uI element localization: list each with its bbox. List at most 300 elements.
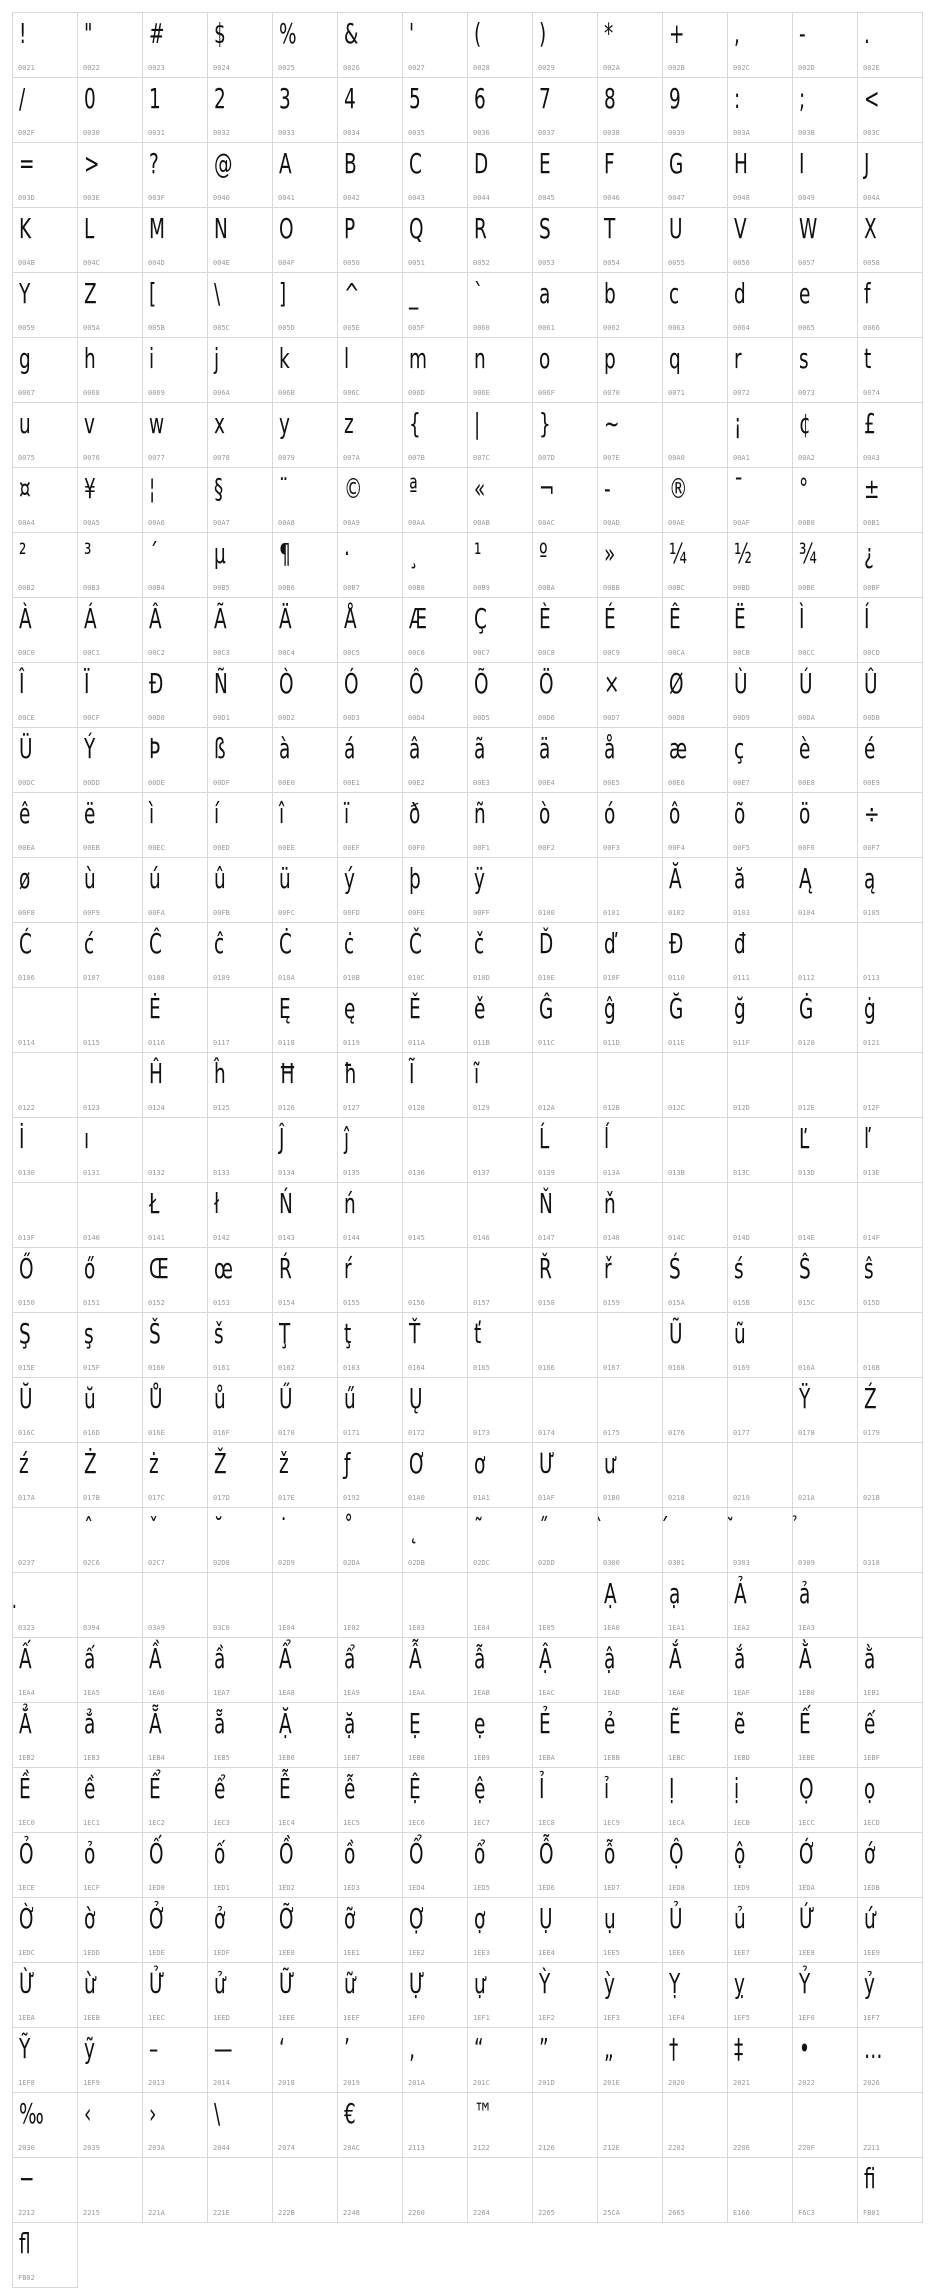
glyph-cell xyxy=(663,1638,728,1703)
glyph-character: Ě xyxy=(409,992,421,1025)
glyph-character: ĩ xyxy=(474,1057,480,1090)
glyph-codepoint: 013B xyxy=(668,1169,685,1177)
glyph-codepoint: 0167 xyxy=(603,1364,620,1372)
glyph-codepoint: 006B xyxy=(278,389,295,397)
glyph-codepoint: 0175 xyxy=(603,1429,620,1437)
glyph-character: × xyxy=(604,667,620,700)
glyph-codepoint: 016B xyxy=(863,1364,880,1372)
glyph-character: ử xyxy=(214,1967,226,2000)
glyph-codepoint: 00EC xyxy=(148,844,165,852)
glyph-character: [ xyxy=(149,277,157,310)
glyph-codepoint: E166 xyxy=(733,2209,750,2217)
glyph-character: Ç xyxy=(474,602,487,635)
glyph-codepoint: 1EDE xyxy=(148,1949,165,1957)
glyph-codepoint: 00AA xyxy=(408,519,425,527)
glyph-cell xyxy=(78,988,143,1053)
glyph-cell xyxy=(403,1508,468,1573)
glyph-cell xyxy=(208,1378,273,1443)
glyph-codepoint: 0176 xyxy=(668,1429,685,1437)
glyph-character: ũ xyxy=(734,1317,746,1350)
glyph-codepoint: 1EC9 xyxy=(603,1819,620,1827)
glyph-character: Ữ xyxy=(279,1967,295,2000)
glyph-character: ¥ xyxy=(84,472,96,505)
glyph-codepoint: 00F7 xyxy=(863,844,880,852)
glyph-cell xyxy=(143,1703,208,1768)
glyph-character: ą xyxy=(864,862,876,895)
glyph-cell xyxy=(728,1378,793,1443)
glyph-codepoint: 1EBA xyxy=(538,1754,555,1762)
glyph-cell xyxy=(273,1833,338,1898)
glyph-character: • xyxy=(799,2032,810,2065)
glyph-character: ố xyxy=(214,1837,226,1870)
glyph-character: ġ xyxy=(864,992,876,1025)
glyph-codepoint: 0148 xyxy=(603,1234,620,1242)
glyph-character: ø xyxy=(19,862,31,895)
glyph-cell xyxy=(143,533,208,598)
glyph-cell xyxy=(13,13,78,78)
glyph-character: ắ xyxy=(734,1642,746,1675)
glyph-cell xyxy=(793,2158,858,2223)
glyph-codepoint: 0166 xyxy=(538,1364,555,1372)
glyph-character: ő xyxy=(84,1252,96,1285)
glyph-character: Ġ xyxy=(799,992,814,1025)
glyph-codepoint: 007B xyxy=(408,454,425,462)
glyph-cell xyxy=(598,858,663,923)
glyph-character: ÷ xyxy=(864,797,880,830)
glyph-cell xyxy=(793,1703,858,1768)
glyph-cell xyxy=(533,208,598,273)
glyph-codepoint: 00BA xyxy=(538,584,555,592)
glyph-codepoint: 00BC xyxy=(668,584,685,592)
glyph-character: Ų xyxy=(409,1382,423,1415)
glyph-cell xyxy=(793,1573,858,1638)
glyph-codepoint: 1EA3 xyxy=(798,1624,815,1632)
glyph-cell xyxy=(338,1833,403,1898)
glyph-character: ò xyxy=(539,797,551,830)
glyph-character: H xyxy=(734,147,748,180)
glyph-cell xyxy=(403,1183,468,1248)
glyph-codepoint: 02D8 xyxy=(213,1559,230,1567)
glyph-cell xyxy=(403,1378,468,1443)
glyph-cell xyxy=(273,1638,338,1703)
glyph-codepoint: 0142 xyxy=(213,1234,230,1242)
glyph-codepoint: 00BD xyxy=(733,584,750,592)
glyph-cell xyxy=(208,1183,273,1248)
glyph-cell xyxy=(468,1053,533,1118)
glyph-cell xyxy=(143,78,208,143)
glyph-cell xyxy=(793,1378,858,1443)
glyph-character: È xyxy=(539,602,551,635)
glyph-character: e xyxy=(799,277,811,310)
glyph-cell xyxy=(468,1768,533,1833)
glyph-cell xyxy=(793,1898,858,1963)
glyph-character: i xyxy=(149,342,155,375)
glyph-character: î xyxy=(279,797,285,830)
glyph-cell xyxy=(78,1183,143,1248)
glyph-character: B xyxy=(344,147,357,180)
glyph-character: k xyxy=(279,342,290,375)
glyph-cell xyxy=(338,988,403,1053)
glyph-codepoint: 0131 xyxy=(83,1169,100,1177)
glyph-codepoint: 0144 xyxy=(343,1234,360,1242)
glyph-codepoint: 003F xyxy=(148,194,165,202)
glyph-cell xyxy=(13,403,78,468)
glyph-cell xyxy=(403,728,468,793)
glyph-character: Ấ xyxy=(19,1642,32,1675)
glyph-cell xyxy=(208,2028,273,2093)
glyph-cell xyxy=(468,273,533,338)
glyph-cell xyxy=(728,1443,793,1508)
glyph-cell xyxy=(728,273,793,338)
glyph-cell xyxy=(728,1313,793,1378)
glyph-cell xyxy=(468,1703,533,1768)
glyph-cell xyxy=(598,1378,663,1443)
glyph-cell xyxy=(468,468,533,533)
glyph-cell xyxy=(78,208,143,273)
glyph-codepoint: 0070 xyxy=(603,389,620,397)
glyph-character: Œ xyxy=(149,1252,169,1285)
glyph-cell xyxy=(338,793,403,858)
glyph-codepoint: 1EAA xyxy=(408,1689,425,1697)
glyph-codepoint: 0140 xyxy=(83,1234,100,1242)
glyph-codepoint: 0075 xyxy=(18,454,35,462)
glyph-cell xyxy=(793,2028,858,2093)
glyph-codepoint: 004D xyxy=(148,259,165,267)
glyph-character: Ś xyxy=(669,1252,681,1285)
glyph-cell xyxy=(468,2093,533,2158)
glyph-cell xyxy=(793,1963,858,2028)
glyph-cell xyxy=(533,403,598,468)
glyph-codepoint: 220F xyxy=(798,2144,815,2152)
glyph-cell xyxy=(13,1378,78,1443)
glyph-cell xyxy=(143,1963,208,2028)
glyph-character: ć xyxy=(84,927,95,960)
glyph-codepoint: 00F4 xyxy=(668,844,685,852)
glyph-codepoint: 014D xyxy=(733,1234,750,1242)
glyph-codepoint: 01A1 xyxy=(473,1494,490,1502)
glyph-codepoint: 015A xyxy=(668,1299,685,1307)
glyph-codepoint: 002F xyxy=(18,129,35,137)
glyph-cell xyxy=(13,78,78,143)
glyph-character: Ổ xyxy=(409,1837,424,1870)
glyph-character: l xyxy=(344,342,350,375)
glyph-character: â xyxy=(409,732,421,765)
glyph-codepoint: 0139 xyxy=(538,1169,555,1177)
glyph-cell xyxy=(858,1053,923,1118)
glyph-character: Ặ xyxy=(279,1707,292,1740)
glyph-codepoint: 006D xyxy=(408,389,425,397)
glyph-codepoint: 1ED2 xyxy=(278,1884,295,1892)
glyph-character: $ xyxy=(214,17,226,50)
glyph-character: ồ xyxy=(344,1837,356,1870)
glyph-cell xyxy=(728,858,793,923)
glyph-character: « xyxy=(474,472,486,505)
glyph-codepoint: 0158 xyxy=(538,1299,555,1307)
glyph-character: ª xyxy=(409,472,418,505)
glyph-codepoint: 0118 xyxy=(278,1039,295,1047)
glyph-cell xyxy=(338,598,403,663)
glyph-codepoint: 0123 xyxy=(83,1104,100,1112)
glyph-cell xyxy=(858,78,923,143)
glyph-codepoint: 0124 xyxy=(148,1104,165,1112)
glyph-cell xyxy=(338,2158,403,2223)
glyph-codepoint: 0117 xyxy=(213,1039,230,1047)
glyph-cell xyxy=(598,13,663,78)
glyph-cell xyxy=(273,598,338,663)
glyph-cell xyxy=(13,1638,78,1703)
glyph-codepoint: 1EB8 xyxy=(408,1754,425,1762)
glyph-cell xyxy=(793,78,858,143)
glyph-codepoint: 0055 xyxy=(668,259,685,267)
glyph-codepoint: 1EF7 xyxy=(863,2014,880,2022)
glyph-cell xyxy=(663,2028,728,2093)
glyph-cell xyxy=(273,468,338,533)
glyph-cell xyxy=(338,1768,403,1833)
glyph-cell xyxy=(78,1638,143,1703)
glyph-character: Ầ xyxy=(149,1642,162,1675)
glyph-character: 4 xyxy=(344,82,356,115)
glyph-cell xyxy=(208,468,273,533)
glyph-codepoint: 00D1 xyxy=(213,714,230,722)
glyph-cell xyxy=(13,1183,78,1248)
glyph-cell xyxy=(728,1898,793,1963)
glyph-cell xyxy=(468,1118,533,1183)
glyph-codepoint: 00CB xyxy=(733,649,750,657)
glyph-codepoint: 0044 xyxy=(473,194,490,202)
glyph-character: P xyxy=(344,212,356,245)
glyph-character: ú xyxy=(149,862,161,895)
glyph-codepoint: 1EBB xyxy=(603,1754,620,1762)
glyph-cell xyxy=(663,1183,728,1248)
glyph-character: Ğ xyxy=(669,992,684,1025)
glyph-cell xyxy=(728,1703,793,1768)
glyph-codepoint: 2022 xyxy=(798,2079,815,2087)
glyph-codepoint: 0068 xyxy=(83,389,100,397)
glyph-codepoint: 017B xyxy=(83,1494,100,1502)
glyph-codepoint: FB01 xyxy=(863,2209,880,2217)
glyph-cell xyxy=(663,143,728,208)
glyph-cell xyxy=(273,1118,338,1183)
glyph-codepoint: 1E03 xyxy=(408,1624,425,1632)
glyph-character: Ï xyxy=(84,667,90,700)
glyph-codepoint: 0106 xyxy=(18,974,35,982)
glyph-cell xyxy=(273,1898,338,1963)
glyph-codepoint: 0021 xyxy=(18,64,35,72)
glyph-codepoint: 012A xyxy=(538,1104,555,1112)
glyph-codepoint: 2248 xyxy=(343,2209,360,2217)
glyph-character: Í xyxy=(864,602,870,635)
glyph-cell xyxy=(403,1248,468,1313)
glyph-character: 9 xyxy=(669,82,681,115)
glyph-cell xyxy=(403,533,468,598)
glyph-codepoint: 007E xyxy=(603,454,620,462)
glyph-codepoint: 0141 xyxy=(148,1234,165,1242)
glyph-codepoint: 201C xyxy=(473,2079,490,2087)
glyph-character: Ộ xyxy=(669,1837,684,1870)
glyph-cell xyxy=(533,338,598,403)
glyph-codepoint: 00DC xyxy=(18,779,35,787)
glyph-cell xyxy=(338,1118,403,1183)
glyph-codepoint: 00DA xyxy=(798,714,815,722)
glyph-codepoint: 0129 xyxy=(473,1104,490,1112)
glyph-cell xyxy=(858,858,923,923)
glyph-codepoint: 00DD xyxy=(83,779,100,787)
glyph-cell xyxy=(143,1768,208,1833)
glyph-cell xyxy=(728,78,793,143)
glyph-character: ˚ xyxy=(344,1512,354,1545)
glyph-codepoint: 1EDA xyxy=(798,1884,815,1892)
glyph-codepoint: 02DA xyxy=(343,1559,360,1567)
glyph-codepoint: 00CD xyxy=(863,649,880,657)
glyph-codepoint: 1EC5 xyxy=(343,1819,360,1827)
glyph-codepoint: 1EEB xyxy=(83,2014,100,2022)
glyph-cell xyxy=(208,1833,273,1898)
glyph-codepoint: 1EB9 xyxy=(473,1754,490,1762)
glyph-cell xyxy=(338,1443,403,1508)
glyph-character: í xyxy=(214,797,220,830)
glyph-codepoint: 0119 xyxy=(343,1039,360,1047)
glyph-cell xyxy=(273,1768,338,1833)
glyph-cell xyxy=(728,403,793,468)
glyph-codepoint: 0033 xyxy=(278,129,295,137)
glyph-cell xyxy=(468,1378,533,1443)
glyph-cell xyxy=(663,1963,728,2028)
glyph-cell xyxy=(858,1378,923,1443)
glyph-character: Æ xyxy=(409,602,428,635)
glyph-character: Ă xyxy=(669,862,682,895)
glyph-cell xyxy=(663,468,728,533)
glyph-cell xyxy=(403,923,468,988)
glyph-character: Ỡ xyxy=(279,1902,296,1935)
glyph-cell xyxy=(403,1963,468,2028)
glyph-codepoint: 1ECE xyxy=(18,1884,35,1892)
glyph-character: K xyxy=(19,212,32,245)
glyph-codepoint: 2039 xyxy=(83,2144,100,2152)
glyph-cell xyxy=(143,208,208,273)
glyph-cell xyxy=(793,1118,858,1183)
glyph-cell xyxy=(13,923,78,988)
glyph-cell xyxy=(663,1443,728,1508)
glyph-codepoint: 0078 xyxy=(213,454,230,462)
glyph-codepoint: 00D8 xyxy=(668,714,685,722)
glyph-character: ˝ xyxy=(539,1512,549,1545)
glyph-cell xyxy=(273,1313,338,1378)
glyph-codepoint: 00D5 xyxy=(473,714,490,722)
glyph-codepoint: 20AC xyxy=(343,2144,360,2152)
glyph-codepoint: 0156 xyxy=(408,1299,425,1307)
glyph-codepoint: 00F5 xyxy=(733,844,750,852)
glyph-character: ‘ xyxy=(279,2032,285,2065)
glyph-character: Ð xyxy=(149,667,164,700)
glyph-cell xyxy=(793,1768,858,1833)
glyph-codepoint: 00CE xyxy=(18,714,35,722)
glyph-cell xyxy=(273,403,338,468)
glyph-codepoint: 1EB4 xyxy=(148,1754,165,1762)
glyph-character: Ţ xyxy=(279,1317,291,1350)
glyph-cell xyxy=(143,1508,208,1573)
glyph-cell xyxy=(533,1508,598,1573)
glyph-character: Ạ xyxy=(604,1577,617,1610)
glyph-codepoint: 02C7 xyxy=(148,1559,165,1567)
glyph-cell xyxy=(143,1443,208,1508)
glyph-codepoint: 0074 xyxy=(863,389,880,397)
glyph-codepoint: 0170 xyxy=(278,1429,295,1437)
glyph-character: ň xyxy=(604,1187,616,1220)
glyph-character: m xyxy=(409,342,428,375)
glyph-cell xyxy=(468,533,533,598)
glyph-character: ĉ xyxy=(214,927,225,960)
glyph-codepoint: 007A xyxy=(343,454,360,462)
glyph-codepoint: 0168 xyxy=(668,1364,685,1372)
glyph-cell xyxy=(793,988,858,1053)
glyph-cell xyxy=(338,728,403,793)
glyph-codepoint: 2122 xyxy=(473,2144,490,2152)
glyph-cell xyxy=(663,598,728,663)
glyph-cell xyxy=(273,728,338,793)
glyph-character: " xyxy=(84,17,93,50)
glyph-cell xyxy=(338,468,403,533)
glyph-cell xyxy=(273,13,338,78)
glyph-character: † xyxy=(669,2032,679,2065)
glyph-character: ’ xyxy=(344,2032,350,2065)
glyph-character: ß xyxy=(214,732,226,765)
glyph-cell xyxy=(858,1833,923,1898)
glyph-character: 2 xyxy=(214,82,226,115)
glyph-codepoint: 1EF4 xyxy=(668,2014,685,2022)
glyph-character: Ẵ xyxy=(149,1707,162,1740)
glyph-cell xyxy=(273,923,338,988)
glyph-cell xyxy=(13,143,78,208)
glyph-cell xyxy=(663,923,728,988)
glyph-codepoint: 00B4 xyxy=(148,584,165,592)
glyph-codepoint: 002D xyxy=(798,64,815,72)
glyph-character: 7 xyxy=(539,82,551,115)
glyph-cell xyxy=(468,13,533,78)
glyph-codepoint: 0032 xyxy=(213,129,230,137)
glyph-codepoint: 1EC3 xyxy=(213,1819,230,1827)
glyph-cell xyxy=(468,1313,533,1378)
glyph-character: Ứ xyxy=(799,1902,815,1935)
glyph-codepoint: 00FC xyxy=(278,909,295,917)
glyph-cell xyxy=(78,2158,143,2223)
glyph-cell xyxy=(598,1313,663,1378)
glyph-codepoint: 011D xyxy=(603,1039,620,1047)
glyph-cell xyxy=(403,1638,468,1703)
glyph-codepoint: 015C xyxy=(798,1299,815,1307)
glyph-codepoint: 201D xyxy=(538,2079,555,2087)
glyph-codepoint: 1EDC xyxy=(18,1949,35,1957)
glyph-character: ă xyxy=(734,862,746,895)
glyph-character: Ŭ xyxy=(19,1382,33,1415)
glyph-character: ü xyxy=(279,862,291,895)
glyph-codepoint: 01B0 xyxy=(603,1494,620,1502)
glyph-codepoint: 00C1 xyxy=(83,649,100,657)
glyph-codepoint: 0071 xyxy=(668,389,685,397)
glyph-codepoint: 1EE8 xyxy=(798,1949,815,1957)
glyph-character: ï xyxy=(344,797,350,830)
glyph-codepoint: 0041 xyxy=(278,194,295,202)
glyph-cell xyxy=(338,1573,403,1638)
glyph-cell xyxy=(793,1248,858,1313)
glyph-cell xyxy=(728,923,793,988)
glyph-cell xyxy=(728,728,793,793)
glyph-codepoint: 015F xyxy=(83,1364,100,1372)
glyph-codepoint: 021B xyxy=(863,1494,880,1502)
glyph-codepoint: 00D9 xyxy=(733,714,750,722)
glyph-codepoint: 0301 xyxy=(668,1559,685,1567)
glyph-codepoint: 00A0 xyxy=(668,454,685,462)
glyph-cell xyxy=(793,728,858,793)
